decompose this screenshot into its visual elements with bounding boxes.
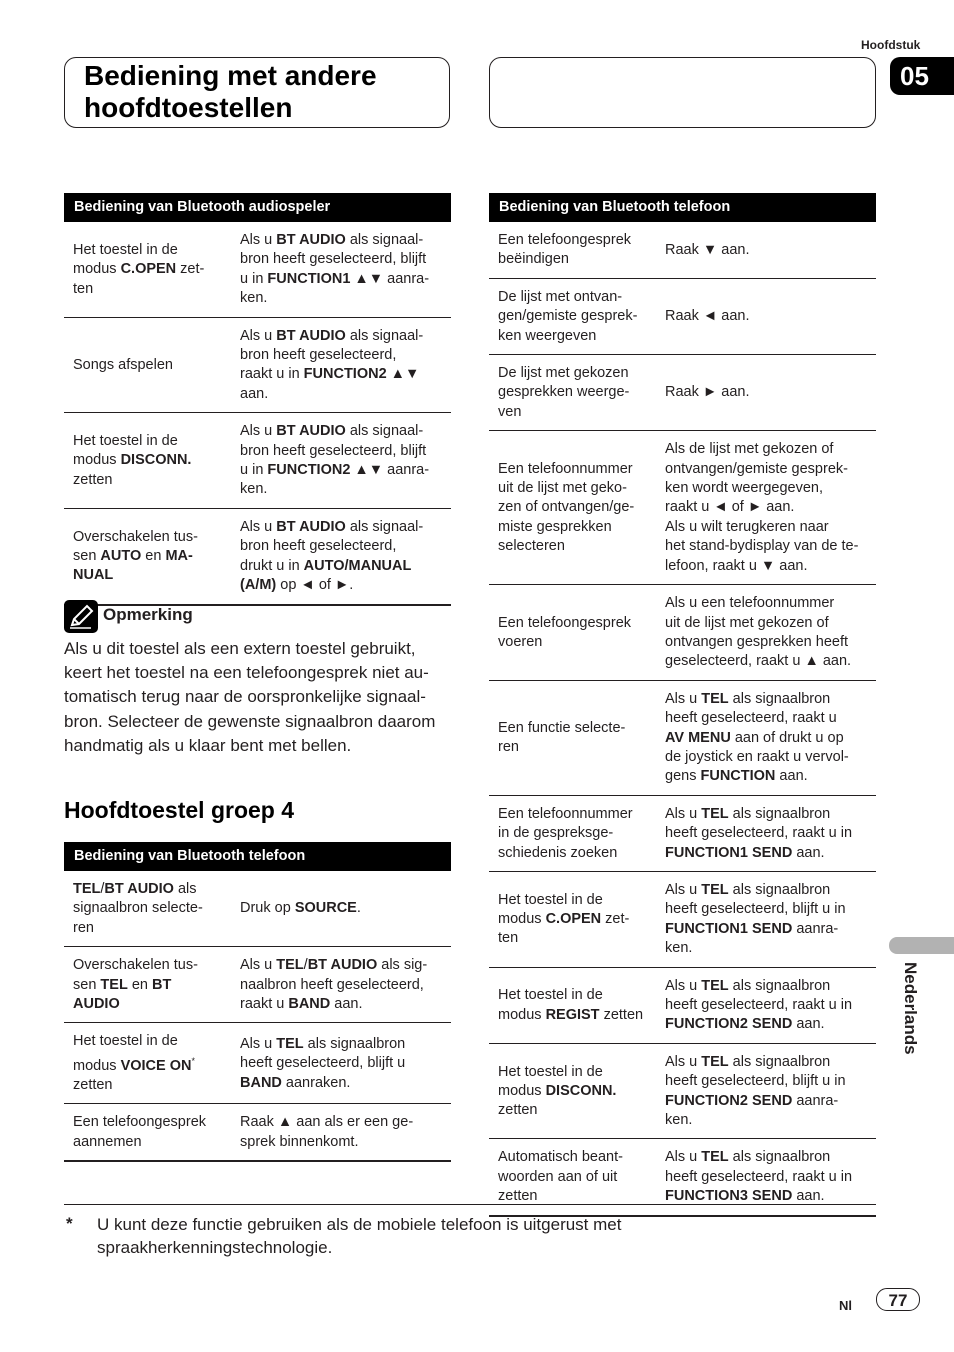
cell-text: voeren <box>498 633 543 650</box>
cell-text: op ◄ of ►. <box>276 577 354 594</box>
cell-text: bron heeft geselecteerd, blijft <box>240 442 427 459</box>
cell-text: ken. <box>240 290 268 307</box>
cell-text: Als u wilt terugkeren naar <box>665 518 829 535</box>
cell-bold: FUNCTION <box>700 768 776 785</box>
table-row <box>489 795 876 871</box>
cell-text: uit de lijst met geko- <box>498 480 627 497</box>
cell-text: Een telefoongesprek <box>498 232 632 248</box>
cell-text: aanra- <box>383 462 430 479</box>
cell-text: heeft geselecteerd, raakt u in <box>665 997 853 1013</box>
table-cell-instruction <box>656 585 876 681</box>
cell-bold: FUNCTION2 ▲▼ <box>267 462 384 479</box>
cell-text: aan. <box>330 996 363 1013</box>
footnote-star: * <box>66 1214 73 1233</box>
table-cell-action <box>489 795 656 871</box>
cell-text: ven <box>498 403 522 420</box>
cell-text: gens <box>665 768 701 785</box>
chapter-label: Hoofdstuk <box>861 38 921 52</box>
cell-text: Overschakelen tus- <box>73 957 198 974</box>
table-cell-action <box>489 278 656 354</box>
cell-bold: FUNCTION2 SEND <box>665 1092 793 1109</box>
cell-text: Het toestel in de <box>73 241 178 258</box>
table-row <box>489 355 876 431</box>
language-label <box>889 962 929 1080</box>
cell-text: aan. <box>792 844 825 861</box>
cell-text: als signaal- <box>345 518 424 535</box>
table-cell-instruction <box>231 508 451 604</box>
table-cell-instruction <box>656 795 876 871</box>
cell-bold: REGIST <box>545 1006 600 1023</box>
cell-bold: FUNCTION1 SEND <box>665 920 793 937</box>
cell-text: Het toestel in de <box>498 987 603 1004</box>
cell-bold: FUNCTION3 SEND <box>665 1188 793 1205</box>
table-cell-instruction <box>656 967 876 1043</box>
cell-text: u in <box>240 270 268 287</box>
cell-bold: DISCONN. <box>545 1082 617 1099</box>
cell-text: en <box>127 976 152 993</box>
cell-text: zetten <box>73 1077 113 1094</box>
table-cell-action <box>489 355 656 431</box>
cell-text: Een telefoonnummer <box>498 805 633 822</box>
cell-text: aanra- <box>792 1092 839 1109</box>
cell-text: Raak ▼ aan. <box>665 241 750 258</box>
cell-bold: TEL <box>73 881 101 897</box>
cell-text: gen/gemiste gesprek- <box>498 308 638 325</box>
cell-text: Als u <box>240 518 277 535</box>
cell-bold: TEL <box>701 1149 729 1166</box>
cell-bold: FUNCTION1 ▲▼ <box>267 270 384 287</box>
cell-bold: TEL <box>276 957 304 974</box>
table-row <box>489 278 876 354</box>
cell-text: als sig- <box>377 957 428 974</box>
footnote-divider <box>64 1204 876 1205</box>
cell-text: raakt u in <box>240 366 304 383</box>
table-row <box>489 967 876 1043</box>
cell-bold: TEL <box>701 1053 729 1070</box>
page-title-line2: hoofdtoestellen <box>84 92 293 123</box>
table-heading: Bediening van Bluetooth audiospeler <box>64 193 451 222</box>
cell-bold: BT AUDIO <box>276 327 346 344</box>
cell-text: Als u <box>665 977 702 994</box>
cell-bold: TEL <box>701 977 729 994</box>
footnote-marker: * <box>191 1055 195 1066</box>
cell-text: De lijst met ontvan- <box>498 288 623 305</box>
cell-text: als signaalbron <box>728 881 831 898</box>
cell-text: ken. <box>240 481 268 498</box>
table-cell-instruction <box>231 871 451 947</box>
cell-bold: AUDIO <box>73 996 120 1013</box>
cell-text: bron heeft geselecteerd, <box>240 538 397 555</box>
cell-text: heeft geselecteerd, blijft u <box>240 1055 406 1072</box>
cell-text: De lijst met gekozen <box>498 365 629 382</box>
table-cell-instruction <box>231 947 451 1023</box>
cell-text: aan of drukt u op <box>730 729 844 746</box>
cell-text: modus <box>73 452 121 469</box>
table-row <box>64 222 451 317</box>
cell-text: als signaal- <box>345 232 424 248</box>
cell-text: zetten <box>73 471 113 488</box>
table-cell-instruction <box>656 871 876 967</box>
table-cell-instruction <box>656 222 876 278</box>
cell-text: lefoon, raakt u ▼ aan. <box>665 557 808 574</box>
cell-bold: TEL <box>276 1035 304 1052</box>
cell-text: Als u <box>240 232 277 248</box>
table-row <box>64 508 451 604</box>
table-cell-action <box>489 680 656 795</box>
empty-header-frame <box>489 57 876 128</box>
cell-text: Automatisch beant- <box>498 1149 623 1166</box>
table-cell-instruction <box>231 1023 451 1104</box>
cell-text: Het toestel in de <box>73 432 178 449</box>
cell-text: Een telefoongesprek <box>73 1114 207 1131</box>
cell-bold: BAND <box>288 996 331 1013</box>
cell-text: heeft geselecteerd, blijft u in <box>665 1073 846 1090</box>
cell-text: heeft geselecteerd, blijft u in <box>665 901 846 918</box>
table-cell-action <box>489 431 656 585</box>
table-cell-action <box>489 871 656 967</box>
cell-bold: TEL <box>701 881 729 898</box>
cell-text: Als u <box>665 1053 702 1070</box>
cell-bold: (A/M) <box>240 577 277 594</box>
cell-text: Als de lijst met gekozen of <box>665 441 834 458</box>
table-row <box>489 871 876 967</box>
cell-text: zen of ontvangen/ge- <box>498 499 635 516</box>
cell-bold: BT AUDIO <box>307 957 378 974</box>
cell-text: raakt u <box>240 996 289 1013</box>
cell-text: Als u <box>240 1035 277 1052</box>
cell-bold: FUNCTION2 SEND <box>665 1016 793 1033</box>
cell-text: Raak ▲ aan als er een ge- <box>240 1114 414 1131</box>
cell-text: aan. <box>792 1016 825 1033</box>
cell-text: Overschakelen tus- <box>73 528 198 545</box>
table-cell-action <box>489 1043 656 1139</box>
cell-bold: FUNCTION2 ▲▼ <box>303 366 420 383</box>
cell-bold: AUTO/MANUAL <box>303 557 412 574</box>
cell-text: aanra- <box>792 920 839 937</box>
language-code: Nl <box>839 1298 852 1313</box>
cell-text: heeft geselecteerd, raakt u in <box>665 825 853 842</box>
cell-text: schiedenis zoeken <box>498 844 618 861</box>
cell-text: u in <box>240 462 268 479</box>
cell-text: Een telefoonnummer <box>498 460 633 477</box>
cell-text: modus <box>498 1082 546 1099</box>
cell-text: miste gesprekken <box>498 518 612 535</box>
cell-text: modus <box>498 1006 546 1023</box>
cell-bold: TEL <box>701 805 729 822</box>
footnote-text: U kunt deze functie gebruiken als de mobiele telefoon is uitgerust met spraakherkenningstechnologie. <box>97 1215 622 1257</box>
table-row <box>64 1104 451 1161</box>
cell-text: zet- <box>601 911 630 928</box>
cell-text: als signaalbron <box>728 977 831 994</box>
table-cell-instruction <box>231 413 451 509</box>
cell-text: als signaalbron <box>728 1053 831 1070</box>
cell-bold: BT AUDIO <box>104 881 174 897</box>
cell-text: Als u <box>665 881 702 898</box>
cell-bold: TEL <box>100 976 128 993</box>
cell-text: ten <box>73 280 94 297</box>
cell-bold: FUNCTION1 SEND <box>665 844 793 861</box>
table-heading: Bediening van Bluetooth telefoon <box>64 842 451 871</box>
cell-bold: AV MENU <box>665 729 731 746</box>
table-cell-action <box>64 871 231 947</box>
table-cell-instruction <box>231 1104 451 1161</box>
cell-text: aan. <box>792 1188 825 1205</box>
cell-text: als signaalbron <box>728 805 831 822</box>
chapter-number-tab: 05 <box>890 57 954 95</box>
cell-text: ontvangen gesprekken heeft <box>665 633 848 650</box>
table-cell-action <box>64 508 231 604</box>
table-row <box>64 413 451 509</box>
page-number: 77 <box>876 1288 920 1311</box>
cell-text: als <box>173 881 197 897</box>
cell-text: Als u <box>665 805 702 822</box>
cell-bold: MA- <box>165 547 193 564</box>
cell-text: / <box>303 957 308 974</box>
cell-text: als signaal- <box>345 327 424 344</box>
cell-text: signaalbron selecte- <box>73 900 203 917</box>
table-cell-action <box>64 1023 231 1104</box>
cell-text: als signaalbron <box>728 1149 831 1166</box>
cell-text: naalbron heeft geselecteerd, <box>240 976 424 993</box>
table-row <box>64 871 451 947</box>
cell-text: bron heeft geselecteerd, <box>240 347 397 364</box>
cell-text: geselecteerd, raakt u ▲ aan. <box>665 653 852 670</box>
cell-text: modus <box>73 1057 121 1074</box>
cell-text: en <box>141 547 166 564</box>
cell-text: ken weergeven <box>498 327 597 344</box>
cell-text: gesprekken weerge- <box>498 384 630 401</box>
cell-bold: BT AUDIO <box>276 423 346 440</box>
note-body: Als u dit toestel als een extern toestel gebruikt, keert het toestel na een telefoongesprek niet au- tomatisch terug naar de oorspronkelijke signaal- bron. Selecteer de gewenste signaalbron daarom handmatig als u klaar bent met bellen. <box>64 639 436 755</box>
cell-text: ontvangen/gemiste gesprek- <box>665 460 848 477</box>
cell-text: Een telefoongesprek <box>498 614 632 631</box>
cell-text: woorden aan of uit <box>498 1168 618 1185</box>
cell-bold: C.OPEN <box>120 261 177 278</box>
cell-text: ren <box>73 919 94 936</box>
cell-text: als signaalbron <box>728 690 831 707</box>
cell-text: zetten <box>498 1102 538 1119</box>
cell-text: . <box>356 900 361 917</box>
phone-table-right <box>489 193 876 1217</box>
page-title-line1: Bediening met andere <box>84 60 377 91</box>
cell-text: ken. <box>665 940 693 957</box>
cell-text: ken. <box>665 1112 693 1129</box>
cell-text: Als u <box>665 690 702 707</box>
cell-text: als signaal- <box>345 423 424 440</box>
cell-text: aanra- <box>383 270 430 287</box>
table-cell-instruction <box>231 222 451 317</box>
cell-text: Het toestel in de <box>498 1063 603 1080</box>
cell-bold: C.OPEN <box>545 911 602 928</box>
table-row <box>489 1043 876 1139</box>
table-row <box>489 431 876 585</box>
table-cell-action <box>489 967 656 1043</box>
cell-bold: BT AUDIO <box>276 232 346 248</box>
note-title: Opmerking <box>103 605 193 624</box>
section-title: Hoofdtoestel groep 4 <box>64 797 295 823</box>
cell-bold: BT AUDIO <box>276 518 346 535</box>
table-cell-instruction <box>656 355 876 431</box>
table-cell-action <box>64 222 231 317</box>
cell-text: Als u een telefoonnummer <box>665 595 835 612</box>
cell-text: Druk op <box>240 900 295 917</box>
cell-text: uit de lijst met gekozen of <box>665 614 829 631</box>
cell-bold: VOICE ON <box>120 1057 192 1074</box>
cell-text: aanraken. <box>281 1074 351 1091</box>
cell-bold: SOURCE <box>294 900 357 917</box>
table-heading: Bediening van Bluetooth telefoon <box>489 193 876 222</box>
cell-bold: NUAL <box>73 567 114 584</box>
table-row <box>489 222 876 278</box>
cell-text: ten <box>498 930 519 947</box>
cell-text: sen <box>73 976 101 993</box>
cell-text: Als u <box>240 327 277 344</box>
table-cell-action <box>64 947 231 1023</box>
cell-text: modus <box>73 261 121 278</box>
cell-text: zetten <box>498 1188 538 1205</box>
cell-text: in de gespreksge- <box>498 825 614 842</box>
cell-bold: BAND <box>240 1074 282 1091</box>
cell-text: de joystick en raakt u vervol- <box>665 748 849 765</box>
cell-text: Als u <box>240 423 277 440</box>
cell-text: heeft geselecteerd, raakt u in <box>665 1168 853 1185</box>
table-row <box>64 317 451 413</box>
cell-bold: TEL <box>701 690 729 707</box>
table-row <box>64 947 451 1023</box>
cell-text: Het toestel in de <box>73 1033 178 1050</box>
pencil-note-icon <box>64 600 98 633</box>
cell-text: sen <box>73 547 101 564</box>
cell-text: heeft geselecteerd, raakt u <box>665 710 837 727</box>
table-cell-action <box>489 585 656 681</box>
cell-text: ken wordt weergegeven, <box>665 480 823 497</box>
cell-text: aan. <box>240 385 269 402</box>
cell-text: zet- <box>176 261 205 278</box>
table-cell-action <box>64 413 231 509</box>
table-cell-instruction <box>656 278 876 354</box>
cell-text: sprek binnenkomt. <box>240 1133 359 1150</box>
table-row <box>489 680 876 795</box>
table-cell-action <box>489 222 656 278</box>
cell-text: selecteren <box>498 538 565 555</box>
cell-text: bron heeft geselecteerd, blijft <box>240 251 427 268</box>
cell-text: Een functie selecte- <box>498 719 626 736</box>
table-cell-instruction <box>656 680 876 795</box>
cell-text: Songs afspelen <box>73 356 173 373</box>
cell-bold: AUTO <box>100 547 142 564</box>
audio-player-table <box>64 193 451 606</box>
cell-text: Het toestel in de <box>498 891 603 908</box>
cell-bold: BT <box>152 976 172 993</box>
cell-text: zetten <box>599 1006 644 1023</box>
language-text: Nederlands <box>901 962 920 1055</box>
table-cell-instruction <box>656 1043 876 1139</box>
table-row <box>64 1023 451 1104</box>
table-cell-action <box>64 1104 231 1161</box>
language-tab <box>889 937 954 954</box>
table-cell-action <box>64 317 231 413</box>
cell-text: beëindigen <box>498 251 569 268</box>
cell-bold: DISCONN. <box>120 452 192 469</box>
cell-text: aan. <box>775 768 808 785</box>
cell-text: als signaalbron <box>303 1035 406 1052</box>
cell-text: het stand-bydisplay van de te- <box>665 538 859 555</box>
table-cell-instruction <box>656 431 876 585</box>
cell-text: aannemen <box>73 1133 142 1150</box>
cell-text: Als u <box>665 1149 702 1166</box>
phone-table-group4 <box>64 842 451 1162</box>
cell-text: Raak ► aan. <box>665 384 750 401</box>
cell-text: drukt u in <box>240 557 304 574</box>
cell-text: modus <box>498 911 546 928</box>
cell-text: / <box>100 881 105 897</box>
cell-text: Als u <box>240 957 277 974</box>
table-row <box>489 585 876 681</box>
cell-text: Raak ◄ aan. <box>665 308 750 325</box>
table-cell-instruction <box>231 317 451 413</box>
cell-text: ren <box>498 739 519 756</box>
page-title <box>84 60 377 124</box>
cell-text: raakt u ◄ of ► aan. <box>665 499 795 516</box>
